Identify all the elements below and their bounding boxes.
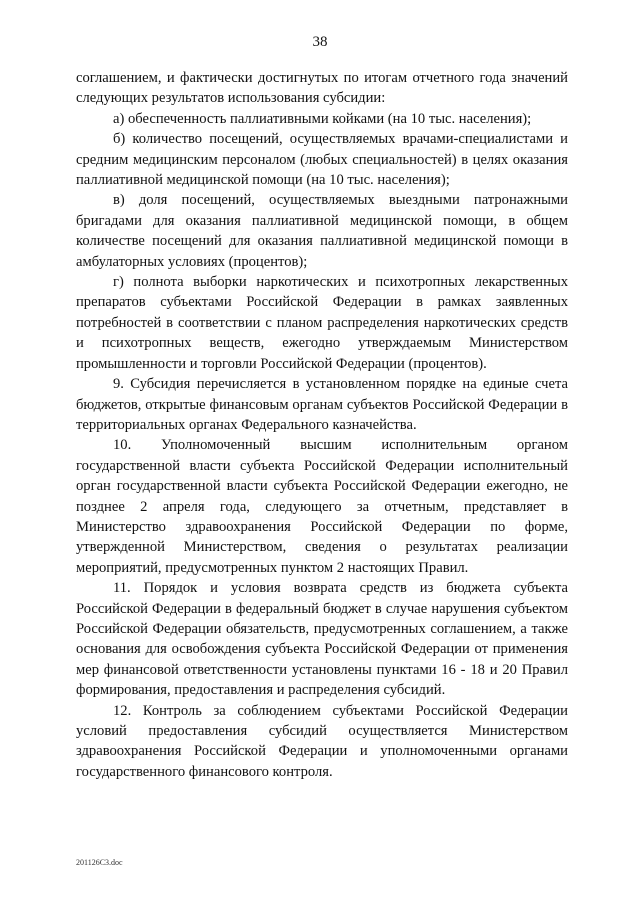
page-number: 38 bbox=[312, 34, 328, 50]
paragraph-clause-11: 11. Порядок и условия возврата средств из бюджета субъекта Российской Федерации в федеральный бюджет в случае нарушения субъектом Российской Федерации обязательств, предусмотренных соглашением, а также основания для освобождения субъекта Российской Федерации от применения мер финансовой ответственности установлены пунктами 16 - 18 и 20 Правил формирования, предоставления и распределения субсидий. bbox=[76, 580, 568, 699]
paragraph-item-b: б) количество посещений, осуществляемых врачами-специалистами и средним медицинским персоналом (любых специальностей) в целях оказания паллиативной медицинской помощи (на 10 тыс. населения); bbox=[76, 131, 568, 189]
paragraph-clause-10: 10. Уполномоченный высшим исполнительным органом государственной власти субъекта Российской Федерации исполнительный орган государственной власти субъекта Российской Федерации ежегодно, не позднее 2 апреля года, следующего за отчетным, представляет в Министерство здравоохранения Российской Федерации по форме, утвержденной Министерством, сведения о результатах реализации мероприятий, предусмотренных пунктом 2 настоящих Правил. bbox=[76, 437, 568, 576]
paragraph-item-g: г) полнота выборки наркотических и психотропных лекарственных препаратов субъектами Российской Федерации в рамках заявленных потребностей в соответствии с планом распределения наркотических средств и психотропных веществ, ежегодно утверждаемым Министерством промышленности и торговли Российской Федерации (процентов). bbox=[76, 274, 568, 372]
paragraph-continuation: соглашением, и фактически достигнутых по итогам отчетного года значений следующих результатов использования субсидии: bbox=[76, 70, 568, 107]
paragraph-item-a: а) обеспеченность паллиативными койками (на 10 тыс. населения); bbox=[113, 110, 532, 127]
paragraph-item-v: в) доля посещений, осуществляемых выездными патронажными бригадами для оказания паллиативной медицинской помощи, в общем количестве посещений для оказания паллиативной медицинской помощи в амбулаторных условиях (процентов); bbox=[76, 192, 568, 270]
file-name-footer: 201126C3.doc bbox=[76, 858, 123, 867]
document-body bbox=[76, 68, 568, 782]
paragraph-clause-9: 9. Субсидия перечисляется в установленном порядке на единые счета бюджетов, открытые финансовым органам субъектов Российской Федерации в территориальных органах Федерального казначейства. bbox=[76, 376, 568, 433]
paragraph-clause-12: 12. Контроль за соблюдением субъектами Российской Федерации условий предоставления субсидий осуществляется Министерством здравоохранения Российской Федерации и уполномоченными органами государственного финансового контроля. bbox=[76, 702, 568, 780]
